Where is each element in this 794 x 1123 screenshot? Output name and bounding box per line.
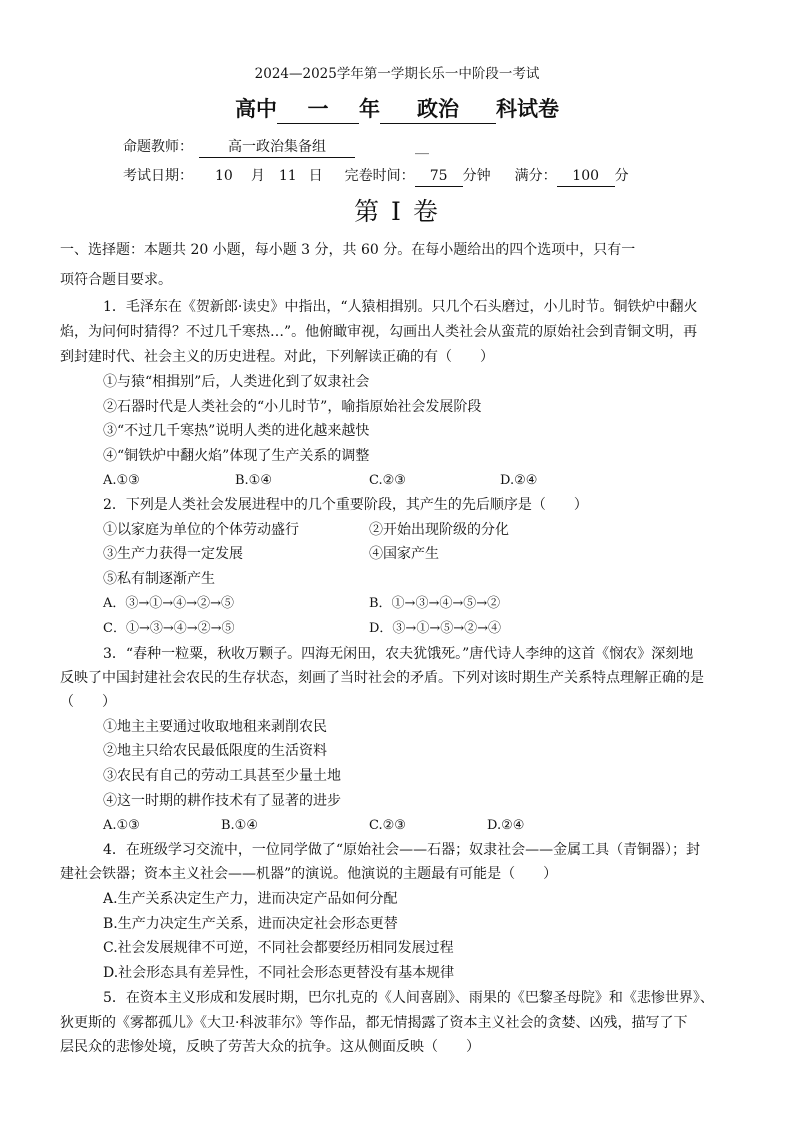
q3-option-d: D.②④ [487,818,525,833]
q1-option-c: C.②③ [369,473,406,488]
q2-statement: ④国家产生 [369,546,439,562]
score-unit: 分 [614,168,629,184]
q4-option-c: C.社会发展规律不可逆，不同社会都要经历相同发展过程 [103,940,454,956]
exam-info-line [123,166,629,187]
duration-label: 完卷时间： [344,168,415,184]
score-value: 100 [557,166,615,187]
q3-stem-line2: 反映了中国封建社会农民的生存状态，刻画了当时社会的矛盾。下列对该时期生产关系特点理解正确的是 [60,670,704,686]
school-exam-title: 2024—2025学年第一学期长乐一中阶段一考试 [254,66,540,82]
date-month: 月 [250,168,265,184]
teacher-value: 高一政治集备组 [199,137,355,158]
date-day: 日 [308,168,323,184]
q4-option-a: A.生产关系决定生产力，进而决定产品如何分配 [103,891,398,907]
q2-statement: ①以家庭为单位的个体劳动盛行 [103,522,299,538]
volume-title: 第 I 卷 [354,197,440,226]
q2-statement: ②开始出现阶级的分化 [369,522,509,538]
grade-prefix: 高中 [235,96,277,121]
q3-option-a: A.①③ [103,818,140,833]
q4-stem-line1: 4．在班级学习交流中，一位同学做了“原始社会——石器；奴隶社会——金属工具（青铜器）；封 [103,842,701,858]
q1-statement: ③“不过几千寒热”说明人类的进化越来越快 [103,423,370,439]
q1-option-a: A.①③ [103,473,140,488]
q1-statement: ②石器时代是人类社会的“小儿时节”，喻指原始社会发展阶段 [103,399,482,415]
grade-value: 一 [277,95,359,124]
q3-stem-line3: （ ） [60,694,116,710]
q2-option-a: A．③→①→④→②→⑤ [103,596,234,611]
subject-value: 政治 [380,95,496,124]
q3-statement: ②地主只给农民最低限度的生活资料 [103,743,327,759]
q2-statement: ③生产力获得一定发展 [103,546,243,562]
q4-option-b: B.生产力决定生产关系，进而决定社会形态更替 [103,916,398,932]
q3-statement: ①地主主要通过收取地租来剥削农民 [103,719,327,735]
q3-statement: ③农民有自己的劳动工具甚至少量土地 [103,768,341,784]
grade-suffix: 年 [359,96,380,121]
date-day-num: 11 [278,168,297,184]
q2-stem: 2．下列是人类社会发展进程中的几个重要阶段，其产生的先后顺序是（ ） [103,497,588,513]
section-intro-line2: 项符合题目要求。 [60,272,172,288]
q5-stem-line2: 狄更斯的《雾都孤儿》《大卫·科波菲尔》等作品，都无情揭露了资本主义社会的贪婪、凶残，描写了下 [60,1015,688,1031]
paper-title [0,95,794,124]
q1-stem-line1: 1．毛泽东在《贺新郎·读史》中指出，“人猿相揖别。只几个石头磨过，小儿时节。铜铁炉中翻火 [103,299,698,315]
teacher-label: 命题教师： [123,139,193,155]
q3-option-b: B.①④ [221,818,258,833]
date-month-num: 10 [215,168,233,184]
duration-value: 75 [415,166,463,187]
q5-stem-line3: 层民众的悲惨处境，反映了劳苦大众的抗争。这从侧面反映（ ） [60,1039,480,1055]
subject-suffix: 科试卷 [496,96,559,121]
q1-statement: ④“铜铁炉中翻火焰”体现了生产关系的调整 [103,448,370,464]
date-label: 考试日期： [123,168,193,184]
teacher-trailing: __ [415,139,429,155]
score-label: 满分： [514,168,557,184]
q3-option-c: C.②③ [369,818,406,833]
q4-stem-line2: 建社会铁器；资本主义社会——机器”的演说。他演说的主题最有可能是（ ） [60,866,558,882]
q4-option-d: D.社会形态具有差异性，不同社会形态更替没有基本规律 [103,965,455,981]
teacher-line [123,137,429,158]
duration-unit: 分钟 [462,168,491,184]
q1-option-b: B.①④ [235,473,272,488]
q2-statement: ⑤私有制逐渐产生 [103,571,215,587]
q3-stem-line1: 3．“春种一粒粟，秋收万颗子。四海无闲田，农夫犹饿死。”唐代诗人李绅的这首《悯农》深刻地 [103,646,694,662]
q2-option-c: C．①→③→④→②→⑤ [103,621,235,636]
q1-stem-line3: 到封建时代、社会主义的历史进程。对此，下列解读正确的有（ ） [60,349,494,365]
q2-option-d: D．③→①→⑤→②→④ [369,621,501,636]
q2-option-b: B．①→③→④→⑤→② [369,596,501,611]
q1-option-d: D.②④ [500,473,538,488]
q1-statement: ①与猿“相揖别”后，人类进化到了奴隶社会 [103,374,370,390]
q3-statement: ④这一时期的耕作技术有了显著的进步 [103,793,341,809]
section-intro-line1: 一、选择题：本题共 20 小题，每小题 3 分，共 60 分。在每小题给出的四个选项中，只有一 [60,242,636,258]
q5-stem-line1: 5．在资本主义形成和发展时期，巴尔扎克的《人间喜剧》、雨果的《巴黎圣母院》和《悲惨世界》、 [103,990,714,1006]
q1-stem-line2: 焰，为问何时猜得？不过几千寒热…”。他俯瞰审视，勾画出人类社会从蛮荒的原始社会到青铜文明，再 [60,324,698,340]
